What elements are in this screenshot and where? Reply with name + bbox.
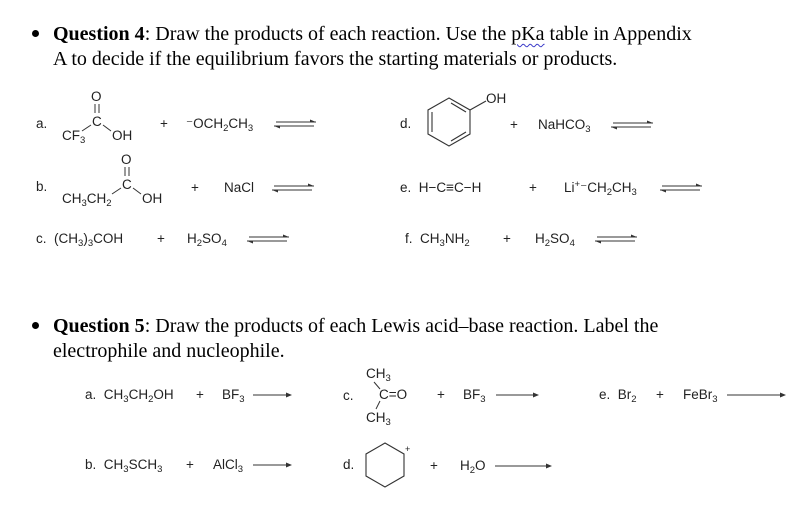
q5c-label: c.: [343, 388, 354, 403]
q4d-reactant2: NaHCO$_3$: [538, 117, 591, 135]
q4d-plus: +: [510, 117, 518, 132]
q4e-reactant1: H−C≡C−H: [418, 180, 482, 195]
q4d-label: d.: [400, 116, 412, 131]
q5c-ch3-bottom: $CH_3$: [366, 410, 391, 428]
q4b-label: b.: [36, 179, 48, 194]
q4e-row: [400, 180, 481, 195]
q4e-reactant2: $Li^+^-CH_2CH_3$: [564, 179, 637, 198]
q5a-forward-arrow-icon: [253, 392, 293, 398]
q4b-ethyl: $CH_3CH_2$: [62, 191, 112, 209]
q4f-label: f.: [405, 231, 413, 246]
q4b-equilibrium-arrow-icon: [271, 183, 315, 193]
q4b-plus: +: [191, 180, 199, 195]
q4a-equilibrium-arrow-icon: [273, 119, 317, 129]
q5c-plus: +: [437, 387, 445, 402]
q4d-equilibrium-arrow-icon: [610, 120, 654, 130]
q5d-forward-arrow-icon: [495, 463, 553, 469]
question4-line1: Question 4: Draw the products of each reaction. Use the pKa table in Appendix: [53, 23, 692, 45]
q5a-reactant2: $BF_3$: [222, 387, 245, 405]
q4c-reactant2: $H_2SO_4$: [187, 231, 227, 249]
q4d-oh: OH: [486, 91, 507, 106]
q5e-plus: +: [656, 387, 664, 402]
q4c-equilibrium-arrow-icon: [246, 234, 290, 244]
q5e-reactant1: $Br_2$: [617, 387, 637, 405]
q5d-reactant2: $H_2O$: [460, 458, 486, 476]
q5e-reactant2: FeBr$_3$: [683, 387, 718, 405]
q4a-carbon: C: [92, 114, 102, 129]
q4e-plus: +: [529, 180, 537, 195]
question5-line2: electrophile and nucleophile.: [53, 340, 285, 362]
q5b-reactant2: AlCl$_3$: [213, 457, 244, 475]
q5e-forward-arrow-icon: [727, 392, 787, 398]
q4f-reactant1: $CH_3NH_2$: [420, 231, 470, 249]
q5b-plus: +: [186, 457, 194, 472]
q5e-row: [599, 387, 637, 405]
cyclohexyl-cation-icon: [0, 0, 1, 1]
q5c-reactant2: $BF_3$: [463, 387, 486, 405]
q5a-reactant1: $CH_3CH_2OH$: [103, 387, 174, 405]
q5b-forward-arrow-icon: [253, 462, 293, 468]
q4a-plus: +: [160, 116, 168, 131]
q5e-label: e.: [599, 387, 611, 402]
q4f-plus: +: [503, 231, 511, 246]
q4a-reactant2: $^-OCH_2CH_3$: [186, 116, 254, 134]
q4c-row: [36, 231, 124, 249]
q4f-equilibrium-arrow-icon: [594, 234, 638, 244]
question5-title: Question 5: [53, 315, 145, 337]
q4a-label: a.: [36, 116, 48, 131]
q4b-oh: OH: [142, 191, 163, 206]
q4b-carbonyl-o: O: [121, 152, 132, 167]
q5b-label: b.: [85, 457, 97, 472]
bullet-q5: [32, 322, 39, 329]
question4-line2: A to decide if the equilibrium favors the starting materials or products.: [53, 48, 618, 70]
q5b-reactant1: $CH_3SCH_3$: [103, 457, 163, 475]
q4c-reactant1: $(CH_3)_3COH$: [54, 231, 124, 249]
pka-word: pKa: [511, 23, 545, 45]
bullet-q4: [32, 30, 39, 37]
q4e-label: e.: [400, 180, 412, 195]
q4a-oh: OH: [112, 128, 133, 143]
q4a-carbonyl-o: O: [91, 89, 102, 104]
q4b-reactant2: NaCl: [224, 180, 255, 195]
q5b-row: [85, 457, 163, 475]
question5-line1: Question 5: Draw the products of each Lewis acid–base reaction. Label the: [53, 315, 659, 337]
q4a-cf3: $CF_3$: [62, 128, 86, 146]
q5c-ch3-top: $CH_3$: [366, 366, 391, 384]
q5a-plus: +: [196, 387, 204, 402]
q4e-equilibrium-arrow-icon: [659, 183, 703, 193]
q4c-plus: +: [157, 231, 165, 246]
q5c-forward-arrow-icon: [496, 392, 540, 398]
q5c-carbonyl: C=O: [379, 387, 408, 402]
q4b-carbon: C: [122, 177, 132, 192]
q5a-row: [85, 387, 174, 405]
q5d-charge: +: [405, 444, 411, 454]
q5d-plus: +: [430, 458, 438, 473]
q5d-label: d.: [343, 457, 355, 472]
q5a-label: a.: [85, 387, 97, 402]
q4c-label: c.: [36, 231, 47, 246]
q4f-row: [405, 231, 470, 249]
q4f-reactant2: $H_2SO_4$: [535, 231, 575, 249]
question4-title: Question 4: [53, 23, 145, 45]
